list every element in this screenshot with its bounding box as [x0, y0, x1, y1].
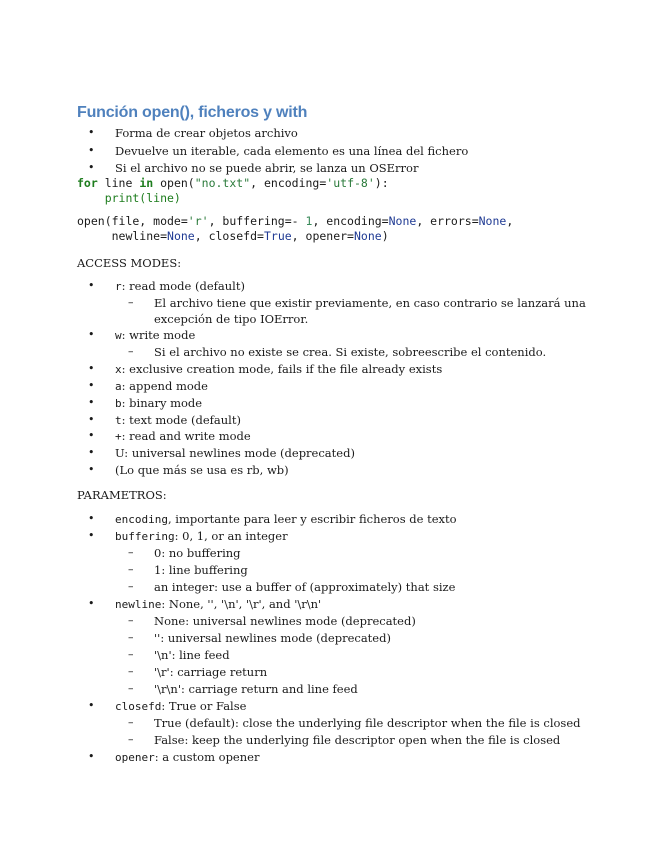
bullet-icon: • [88, 463, 95, 476]
dash-icon: – [128, 580, 134, 593]
access-modes-heading: ACCESS MODES: [77, 256, 182, 270]
bullet-icon: • [88, 161, 95, 174]
document-page: Función open(), ficheros y with • Forma de crear objetos archivo • Devuelve un iterable, cada elemento es una línea del fichero • Si el archivo no se puede abrir, se lanza un OSError for line in open("no.txt", encoding='utf-8'): print(line) open(file, mode='r', buffering=- 1, encoding=None, errors=None, newline=None, closefd=True, opener=None) ACCESS MODES: • r: read mode (default) – El archivo tiene que existir previamente, en caso contrario se lanzará una excepción de tipo IOError. • w: write mode – Si el archivo no existe se crea. Si existe, sobreescribe el contenido. • x: exclusive creation mode, fails if the file already exists • a: append mode • b: binary mode • t: text mode (default) • +: read and write mode • U: universal newlines mode (deprecated) • (Lo que más se usa es rb, wb) PARAMETROS: • encoding, importante para leer y escribir ficheros de texto • buffering: 0, 1, or an integer – 0: no buffering – 1: line buffering – an integer: use a buffer of (approximately) that size • newline: None, '', '\n', '\r', and '\r\n' – None: universal newlines mode (deprecated) – '': universal newlines mode (deprecated) – '\n': line feed – '\r': carriage return – '\r\n': carriage return and line feed • closefd: True or False – True (default): close the underlying file descriptor when the file is closed – False: keep the underlying file descriptor open when the file is closed • opener: a custom opener [77, 104, 586, 764]
bullet-icon: • [88, 379, 95, 392]
dash-icon: – [128, 614, 134, 627]
bullet-icon: • [88, 126, 95, 139]
dash-icon: – [128, 546, 134, 559]
dash-icon: – [128, 345, 134, 358]
parametros-heading: PARAMETROS: [77, 488, 167, 502]
dash-icon: – [128, 563, 134, 576]
bullet-icon: • [88, 144, 95, 157]
dash-icon: – [128, 716, 134, 729]
bullet-icon: • [88, 328, 95, 341]
bullet-icon: • [88, 413, 95, 426]
dash-icon: – [128, 733, 134, 746]
dash-icon: – [128, 296, 134, 309]
page-title: Función open(), ficheros y with [77, 104, 308, 121]
dash-icon: – [128, 631, 134, 644]
code-print: print(line) [77, 191, 181, 205]
code-open-signature-cont: newline=None, closefd=True, opener=None) [77, 229, 389, 243]
code-open-signature: open(file, mode='r', buffering=- 1, encoding=None, errors=None, [77, 214, 514, 228]
code-for-loop: for line in open("no.txt", encoding='utf-8'): [77, 176, 389, 190]
bullet-icon: • [88, 529, 95, 542]
dash-icon: – [128, 648, 134, 661]
bullet-icon: • [88, 429, 95, 442]
dash-icon: – [128, 665, 134, 678]
bullet-icon: • [88, 512, 95, 525]
bullet-icon: • [88, 396, 95, 409]
bullet-icon: • [88, 446, 95, 459]
dash-icon: – [128, 682, 134, 695]
bullet-icon: • [88, 279, 95, 292]
bullet-icon: • [88, 750, 95, 763]
bullet-icon: • [88, 362, 95, 375]
bullet-icon: • [88, 597, 95, 610]
bullet-icon: • [88, 699, 95, 712]
